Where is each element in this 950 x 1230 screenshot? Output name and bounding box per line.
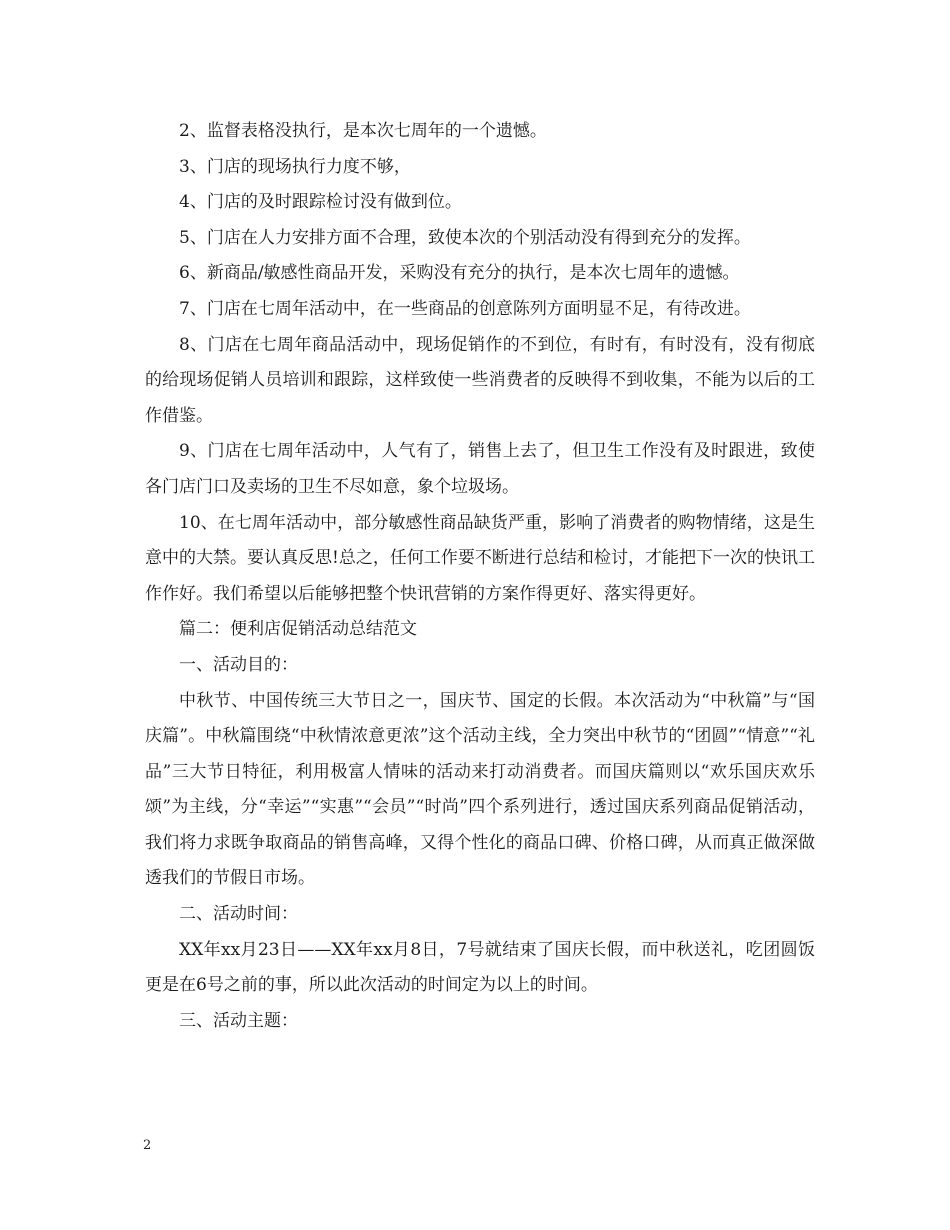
paragraph-item-10: 10、在七周年活动中，部分敏感性商品缺货严重，影响了消费者的购物情绪，这是生意中的大禁。要认真反思!总之，任何工作要不断进行总结和检讨，才能把下一次的快讯工作作好。我们希望以后能够把整个快讯营销的方案作得更好、落实得更好。 [145,512,815,604]
paragraph-item-4: 4、门店的及时跟踪检讨没有做到位。 [179,192,462,213]
subheading-activity-purpose: 一、活动目的： [179,654,298,675]
subheading-activity-time: 二、活动时间： [179,904,298,925]
paragraph-item-9: 9、门店在七周年活动中，人气有了，销售上去了，但卫生工作没有及时跟进，致使各门店门口及卖场的卫生不尽如意，象个垃圾场。 [145,441,815,497]
section-heading-part-two: 篇二：便利店促销活动总结范文 [179,619,417,640]
paragraph-activity-time: XX年xx月23日——XX年xx月8日，7号就结束了国庆长假，而中秋送礼，吃团圆饭更是在6号之前的事，所以此次活动的时间定为以上的时间。 [145,939,815,996]
paragraph-item-2: 2、监督表格没执行，是本次七周年的一个遗憾。 [179,121,547,141]
paragraph-item-6: 6、新商品/敏感性商品开发，采购没有充分的执行，是本次七周年的遗憾。 [179,263,740,284]
document-body [145,114,815,1039]
paragraph-item-8: 8、门店在七周年商品活动中，现场促销作的不到位，有时有，有时没有，没有彻底的给现场促销人员培训和跟踪，这样致使一些消费者的反映得不到收集，不能为以后的工作借鉴。 [145,334,815,426]
paragraph-item-3: 3、门店的现场执行力度不够， [179,156,411,177]
paragraph-activity-purpose: 中秋节、中国传统三大节日之一，国庆节、国定的长假。本次活动为“中秋篇”与“国庆篇”。中秋篇围绕“中秋情浓意更浓”这个活动主线，全力突出中秋节的“团圆”“情意”“礼品”三大节日特征，利用极富人情味的活动来打动消费者。而国庆篇则以“欢乐国庆欢乐颂”为主线，分“幸运”“实惠”“会员”“时尚”四个系列进行，透过国庆系列商品促销活动，我们将力求既争取商品的销售高峰，又得个性化的商品口碑、价格口碑，从而真正做深做透我们的节假日市场。 [145,690,815,889]
subheading-activity-theme: 三、活动主题： [179,1010,298,1031]
page-number: 2 [143,1138,152,1153]
paragraph-item-5: 5、门店在人力安排方面不合理，致使本次的个别活动没有得到充分的发挥。 [179,227,751,248]
paragraph-item-7: 7、门店在七周年活动中，在一些商品的创意陈列方面明显不足，有待改进。 [179,298,751,319]
